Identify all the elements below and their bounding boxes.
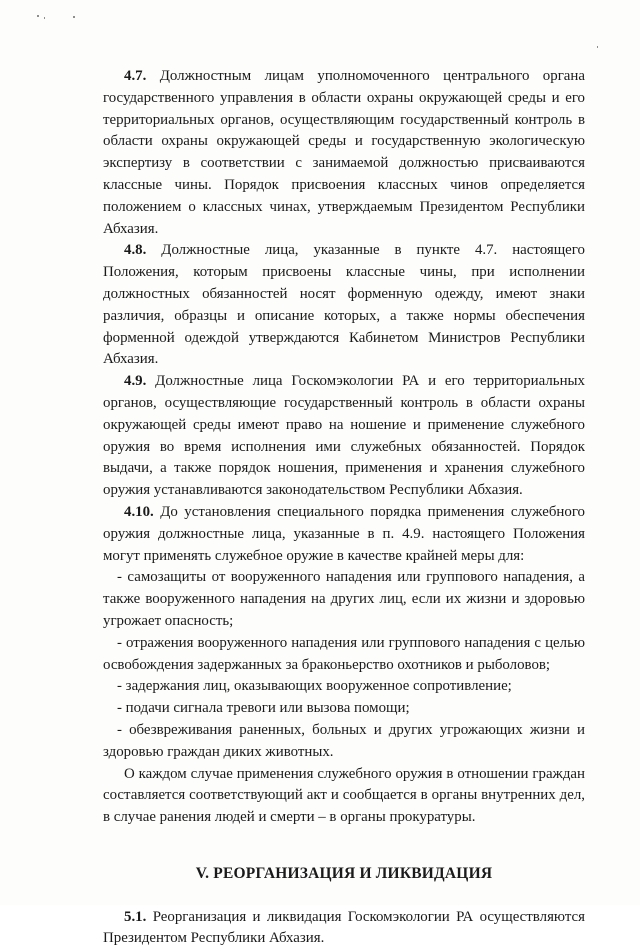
scan-speck	[597, 46, 598, 48]
paragraph-text: До установления специального порядка применения служебного оружия должностные лица, указанные в п. 4.9. настоящего Положения могут применять служебное оружие в качестве крайней меры для:	[103, 503, 585, 564]
scan-speck	[73, 16, 75, 18]
closing-paragraph: О каждом случае применения служебного оружия в отношении граждан составляется соответствующий акт и сообщается в органы внутренних дел, в случае ранения людей и смерти – в органы прокуратуры.	[103, 765, 585, 826]
paragraph-number: 4.7.	[124, 68, 147, 84]
paragraph-4-8	[103, 240, 585, 371]
list-item: - подачи сигнала тревоги или вызова помощи;	[117, 700, 410, 717]
list-item: - обезвреживания раненных, больных и других угрожающих жизни и здоровью граждан диких животных.	[103, 721, 585, 760]
paragraph-number: 4.9.	[124, 373, 147, 390]
paragraph-4-10	[103, 502, 585, 567]
section-heading: V. РЕОРГАНИЗАЦИЯ И ЛИКВИДАЦИЯ	[195, 864, 493, 882]
paragraph-text: Должностным лицам уполномоченного центрального органа государственного управления в области охраны окружающей среды и его территориальных органов, осуществляющим государственный контроль в области охраны окружающей среды и государственную экологическую экспертизу в соответствии с занимаемой должностью присваиваются классные чины. Порядок присвоения классных чинов определяется положением о классных чинах, утверждаемым Президентом Республики Абхазия.	[103, 68, 585, 237]
paragraph-number: 4.8.	[124, 242, 147, 259]
paragraph-text: Должностные лица Госкомэкологии РА и его территориальных органов, осуществляющие государственный контроль в области охраны окружающей среды имеют право на ношение и применение служебного оружия во время исполнения ими служебных обязанностей. Порядок выдачи, а также порядок ношения, применения и хранения служебного оружия устанавливаются законодательством Республики Абхазия.	[103, 373, 585, 499]
document-body	[103, 66, 585, 950]
scan-speck	[37, 15, 39, 17]
list-item: - самозащиты от вооруженного нападения или группового нападения, а также вооруженного нападения на других лиц, если их жизни и здоровью угрожает опасность;	[103, 569, 585, 629]
paragraph-4-7	[103, 66, 585, 240]
paragraph-text: Должностные лица, указанные в пункте 4.7. настоящего Положения, которым присвоены классные чины, при исполнении должностных обязанностей носят форменную одежду, имеют знаки различия, образцы и описание которых, а также нормы обеспечения форменной одеждой утверждаются Кабинетом Министров Республики Абхазия.	[103, 242, 585, 368]
list-item: - задержания лиц, оказывающих вооруженное сопротивление;	[117, 678, 512, 695]
paragraph-5-1	[103, 907, 585, 950]
list-item: - отражения вооруженного нападения или группового нападения с целью освобождения задержанных за браконьерство охотников и рыболовов;	[103, 634, 585, 673]
paragraph-number: 5.1.	[124, 908, 147, 925]
paragraph-text: Реорганизация и ликвидация Госкомэкологии РА осуществляются Президентом Республики Абхазия.	[103, 908, 585, 947]
paragraph-4-9	[103, 371, 585, 502]
paragraph-number: 4.10.	[124, 503, 154, 520]
scan-speck	[44, 17, 45, 19]
